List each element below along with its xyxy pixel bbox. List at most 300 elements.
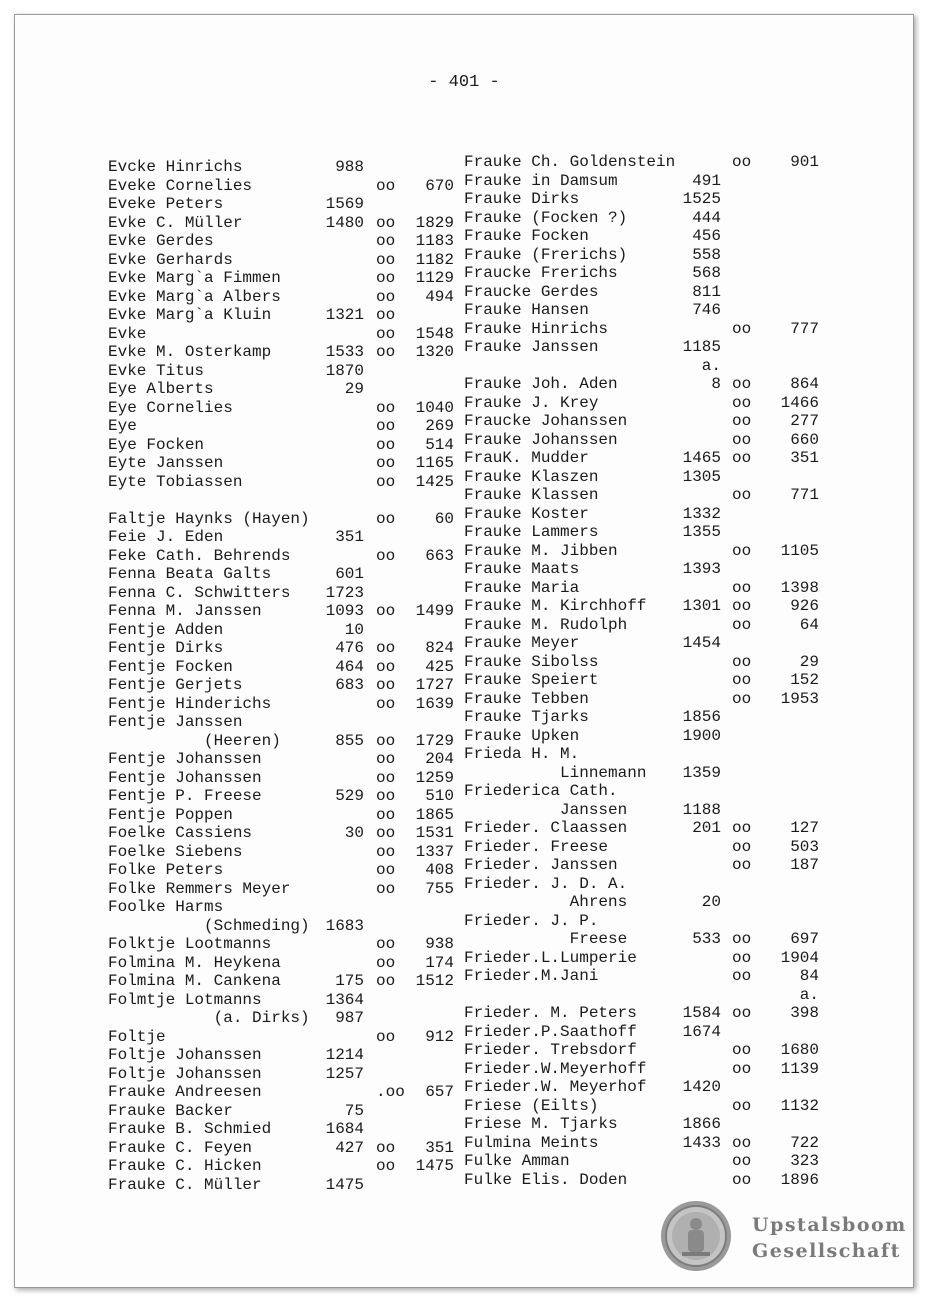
entry-name: Frauke Focken [464,227,589,245]
marriage-number: 1259 [415,768,454,787]
marriage-number: 408 [425,861,454,879]
register-entry [108,787,454,806]
entry-name: Frieder. Janssen [464,856,618,874]
register-entry [464,542,819,561]
entry-name: Fenna M. Janssen [108,602,262,620]
entry-name: Frauke Tebben [464,689,589,708]
register-entry [464,375,819,394]
marriage-number: 697 [790,930,819,948]
marriage-number: 660 [790,430,819,449]
entry-name: Eyte Janssen [108,454,224,472]
entry-name: Faltje Haynks (Hayen) [108,509,310,528]
register-entry [108,547,454,566]
entry-number: 1465 [682,449,721,467]
society-logo [660,1200,907,1272]
register-entry [464,523,819,542]
entry-name: Frauke M. Jibben [464,541,618,560]
left-column [108,158,454,1194]
register-entry [108,454,454,473]
register-entry [108,658,454,677]
register-entry [464,468,819,487]
entry-name: FrauK. Mudder [464,449,589,467]
entry-number: 1584 [682,1004,721,1022]
entry-name: Evke Marg`a Albers [108,287,281,306]
register-entry [464,357,819,376]
register-entry [464,1078,819,1097]
register-entry [464,1023,819,1042]
marriage-number: 510 [425,787,454,805]
entry-name: Evke Gerdes [108,232,214,250]
marriage-number: 901 [790,153,819,171]
marriage-mark: oo [376,306,396,324]
entry-name: Frieda H. M. [464,745,580,763]
marriage-mark: oo [732,578,752,597]
register-entry [464,727,819,746]
register-entry [108,1157,454,1176]
register-entry [108,399,454,418]
marriage-mark: oo [376,509,396,528]
entry-name: Frieder.P.Saathoff [464,1022,637,1041]
entry-name: Fentje Janssen [108,713,243,731]
entry-name: Freese [464,930,628,948]
entry-name: Foelke Cassiens [108,824,253,842]
marriage-number: 351 [425,1138,454,1157]
entry-name: Fentje Johanssen [108,750,262,768]
logo-line-1: Upstalsboom [752,1214,907,1236]
entry-name: Foltje Johanssen [108,1064,262,1083]
marriage-mark: oo [376,935,396,953]
entry-number: 1301 [682,597,721,615]
entry-number: 1866 [682,1115,721,1133]
entry-name: Frauke B. Schmied [108,1120,272,1138]
marriage-mark: oo [376,435,396,454]
entry-name: Fenna C. Schwitters [108,583,291,602]
entry-number: 1364 [325,990,364,1009]
register-entry [464,708,819,727]
marriage-mark: oo [732,153,752,171]
register-entry [108,639,454,658]
entry-name: Foltje Johanssen [108,1046,262,1064]
entry-number: 1093 [325,602,364,620]
marriage-mark: oo [732,1004,752,1022]
marriage-mark: oo [732,652,752,671]
marriage-number: 1165 [415,454,454,472]
marriage-mark: oo [376,824,396,842]
marriage-mark: oo [376,602,396,620]
register-entry [464,412,819,431]
entry-name: Frauke Ch. Goldenstein [464,153,676,171]
marriage-mark: oo [732,375,752,393]
register-entry [108,750,454,769]
entry-name: Folmina M. Heykena [108,953,281,972]
register-entry [464,819,819,838]
entry-name: Frieder. M. Peters [464,1004,637,1022]
entry-name: Frauke Hinrichs [464,319,609,338]
marriage-number: 1499 [415,602,454,620]
marriage-mark: oo [732,412,752,430]
entry-number: 351 [335,528,364,546]
entry-number: 8 [711,375,721,393]
entry-number: 1359 [682,763,721,782]
marriage-number: 657 [425,1083,454,1101]
marriage-mark: oo [376,417,396,435]
entry-name: Fulke Amman [464,1152,570,1170]
entry-number: 20 [701,893,721,911]
entry-name: Evke [108,324,147,343]
entry-name: Fentje Poppen [108,805,233,824]
marriage-number: 1475 [415,1157,454,1175]
entry-name: Ahrens [464,893,628,911]
entry-name: Frauke Andreesen [108,1083,262,1101]
register-entry [464,227,819,246]
register-entry [464,320,819,339]
register-entry [108,1046,454,1065]
entry-number: 29 [344,380,364,398]
entry-number: 1723 [325,583,364,602]
entry-name: Frauke Maats [464,560,580,578]
register-entry [108,1139,454,1158]
entry-name: Evke M. Osterkamp [108,343,272,361]
entry-number: 1870 [325,361,364,380]
register-entry [464,283,819,302]
register-entry [108,1120,454,1139]
marriage-mark: oo [376,694,396,713]
entry-number: 855 [335,731,364,750]
marriage-mark: oo [732,1041,752,1059]
entry-name: Frauke Johanssen [464,430,618,449]
entry-name: Frauke Klassen [464,486,599,504]
register-entry [464,1060,819,1079]
marriage-mark: oo [732,930,752,948]
register-entry [464,1152,819,1171]
entry-number: 1856 [682,708,721,726]
marriage-number: 60 [434,509,454,528]
marriage-number: 494 [425,287,454,306]
entry-name: Frauke Dirks [464,190,580,208]
marriage-number: 1829 [415,213,454,232]
register-entry [464,782,819,801]
entry-name: Fulke Elis. Doden [464,1170,628,1189]
register-entry [464,930,819,949]
marriage-number: 1105 [780,541,819,560]
register-entry [464,153,819,172]
register-entry [464,597,819,616]
entry-name: Fentje Focken [108,657,233,676]
marriage-number: 187 [790,856,819,874]
entry-name: Frauke Backer [108,1101,233,1120]
marriage-mark: oo [732,1170,752,1189]
entry-number: 1684 [325,1120,364,1138]
entry-number: 1683 [325,916,364,935]
register-entry [108,806,454,825]
register-entry [108,935,454,954]
register-entry [464,505,819,524]
register-entry [108,732,454,751]
register-entry [108,843,454,862]
marriage-number: 912 [425,1027,454,1046]
marriage-number: 824 [425,639,454,657]
entry-name: Evke C. Müller [108,213,243,232]
register-entry [464,856,819,875]
register-entry [108,824,454,843]
register-entry [464,579,819,598]
register-entry [108,473,454,492]
register-entry [464,616,819,635]
marriage-number: 152 [790,671,819,689]
register-entry [108,269,454,288]
entry-name: Frieder. Freese [464,837,609,856]
register-entry [108,325,454,344]
marriage-number: 926 [790,597,819,615]
entry-number: 1433 [682,1133,721,1152]
register-entry [108,380,454,399]
entry-name: Fentje Hinderichs [108,694,272,713]
register-entry [464,486,819,505]
register-entry [108,195,454,214]
entry-name: Evke Marg`a Fimmen [108,269,281,287]
marriage-number: a. [799,985,819,1004]
entry-name: Fraucke Frerichs [464,264,618,282]
register-entry [108,565,454,584]
entry-number: 1214 [325,1046,364,1064]
entry-name: Frieder.M.Jani [464,967,599,985]
marriage-number: 1548 [415,324,454,343]
entry-name: Foolke Harms [108,898,224,916]
marriage-number: 503 [790,837,819,856]
marriage-number: 722 [790,1133,819,1152]
register-entry [464,1134,819,1153]
marriage-number: 1182 [415,250,454,269]
register-entry [464,1115,819,1134]
marriage-mark: oo [376,1138,396,1157]
entry-name: Frauke Tjarks [464,708,589,726]
register-entry [108,491,454,510]
marriage-number: 1040 [415,398,454,417]
entry-number: 456 [692,227,721,245]
marriage-mark: oo [376,398,396,417]
marriage-mark: oo [732,671,752,689]
marriage-number: 1139 [780,1059,819,1078]
marriage-number: 1132 [780,1096,819,1115]
entry-name: Fraucke Gerdes [464,282,599,301]
register-entry [108,1083,454,1102]
entry-name: (Schmeding) [108,916,310,935]
register-entry [108,621,454,640]
register-entry [108,214,454,233]
register-entry [108,362,454,381]
entry-name: Linnemann [464,763,647,782]
marriage-mark: oo [732,615,752,634]
marriage-mark: oo [732,689,752,708]
entry-number: 683 [335,676,364,694]
seal-icon [660,1200,732,1272]
entry-number: 601 [335,565,364,583]
entry-name: Frauke (Focken ?) [464,208,628,227]
register-entry [108,991,454,1010]
register-entry [464,912,819,931]
marriage-number: 1904 [780,948,819,967]
marriage-mark: oo [376,269,396,287]
marriage-mark: oo [732,1096,752,1115]
entry-name: Folke Peters [108,861,224,879]
register-entry [464,671,819,690]
marriage-mark: oo [732,393,752,412]
entry-name: Frieder.W.Meyerhoff [464,1059,647,1078]
entry-name: Janssen [464,800,628,819]
marriage-number: 1680 [780,1041,819,1059]
entry-name: Evcke Hinrichs [108,158,243,176]
register-entry [108,436,454,455]
marriage-mark: oo [376,657,396,676]
entry-name: Frauke C. Hicken [108,1157,262,1175]
entry-number: 1355 [682,523,721,541]
entry-name: Eye Focken [108,435,205,454]
register-entry [108,676,454,695]
marriage-number: 663 [425,546,454,565]
entry-name: Evke Gerhards [108,250,233,269]
register-entry [108,861,454,880]
marriage-mark: oo [376,343,396,361]
entry-name: Fulmina Meints [464,1133,599,1152]
entry-number: 568 [692,264,721,282]
entry-name: Fraucke Johanssen [464,412,628,430]
register-entry [464,394,819,413]
register-entry [108,602,454,621]
register-entry [108,695,454,714]
marriage-number: 1337 [415,842,454,861]
entry-name: Frauke Meyer [464,634,580,652]
marriage-mark: oo [732,856,752,874]
entry-name: Foelke Siebens [108,842,243,861]
marriage-number: 351 [790,449,819,467]
register-entry [464,875,819,894]
register-entry [108,417,454,436]
entry-name: Frauke Janssen [464,338,599,356]
entry-number: 1188 [682,800,721,819]
marriage-number: 514 [425,435,454,454]
marriage-number: 1639 [415,694,454,713]
entry-name: Frauke Koster [464,504,589,523]
register-entry [464,653,819,672]
entry-name: Frauke Joh. Aden [464,375,618,393]
marriage-number: 1425 [415,472,454,491]
marriage-mark: oo [732,430,752,449]
entry-name: Frauke Maria [464,578,580,597]
entry-name: Evke Titus [108,361,205,380]
register-entry [464,301,819,320]
marriage-mark: oo [376,768,396,787]
marriage-number: 398 [790,1004,819,1022]
register-entry [464,246,819,265]
register-entry [464,949,819,968]
marriage-mark: oo [732,541,752,560]
entry-name: Foltje [108,1027,166,1046]
entry-number: 1332 [682,504,721,523]
entry-number: 464 [335,657,364,676]
entry-name: Friese (Eilts) [464,1096,599,1115]
marriage-mark: oo [376,1027,396,1046]
marriage-mark: oo [376,861,396,879]
entry-name: Frauke C. Feyen [108,1138,253,1157]
entry-number: 1900 [682,726,721,745]
marriage-number: 777 [790,319,819,338]
entry-name: Eveke Peters [108,195,224,213]
register-entry [108,769,454,788]
register-entry [464,560,819,579]
marriage-number: 84 [799,967,819,985]
register-entry [464,1041,819,1060]
register-entry [108,1102,454,1121]
entry-name: Frauke Upken [464,726,580,745]
marriage-mark: oo [732,319,752,338]
entry-name: Frieder.W. Meyerhof [464,1078,647,1096]
marriage-number: 204 [425,750,454,768]
entry-name: Frauke Sibolss [464,652,599,671]
document-page [14,14,914,1288]
entry-name: Evke Marg`a Kluin [108,306,272,324]
entry-name: (a. Dirks) [108,1009,310,1027]
register-entry [108,954,454,973]
marriage-mark: oo [376,676,396,694]
entry-name: Eye Alberts [108,380,214,398]
marriage-mark: oo [376,731,396,750]
entry-name: Friederica Cath. [464,782,618,800]
register-entry [108,584,454,603]
marriage-mark: oo [376,546,396,565]
register-entry [464,745,819,764]
marriage-number: 670 [425,176,454,195]
entry-number: 1321 [325,306,364,324]
entry-name: Fentje Johanssen [108,768,262,787]
marriage-number: 938 [425,935,454,953]
marriage-number: 755 [425,879,454,898]
marriage-number: 1531 [415,824,454,842]
marriage-mark: oo [376,879,396,898]
entry-name: Frauke Hansen [464,301,589,319]
entry-name: Frauke Speiert [464,671,599,689]
marriage-number: 1398 [780,578,819,597]
entry-number: 427 [335,1138,364,1157]
entry-number: a. [701,356,721,375]
marriage-number: 864 [790,375,819,393]
marriage-number: 1953 [780,689,819,708]
entry-name: Eveke Cornelies [108,176,253,195]
right-column [464,153,819,1189]
register-entry [108,306,454,325]
entry-number: 1525 [682,190,721,208]
register-entry [464,634,819,653]
entry-number: 75 [344,1101,364,1120]
marriage-number: 1896 [780,1170,819,1189]
entry-number: 1305 [682,467,721,486]
entry-number: 444 [692,208,721,227]
entry-name: Frauke Klaszen [464,467,599,486]
entry-name: Frauke M. Kirchhoff [464,597,647,615]
register-entry [464,190,819,209]
entry-name: Fentje Gerjets [108,676,243,694]
marriage-number: 127 [790,819,819,837]
register-entry [108,917,454,936]
marriage-mark: oo [376,787,396,805]
marriage-number: 425 [425,657,454,676]
marriage-mark: oo [376,250,396,269]
register-entry [108,972,454,991]
entry-number: 558 [692,245,721,264]
marriage-mark: oo [376,454,396,472]
entry-name: Friese M. Tjarks [464,1115,618,1133]
entry-name: Feke Cath. Behrends [108,546,291,565]
register-entry [108,288,454,307]
